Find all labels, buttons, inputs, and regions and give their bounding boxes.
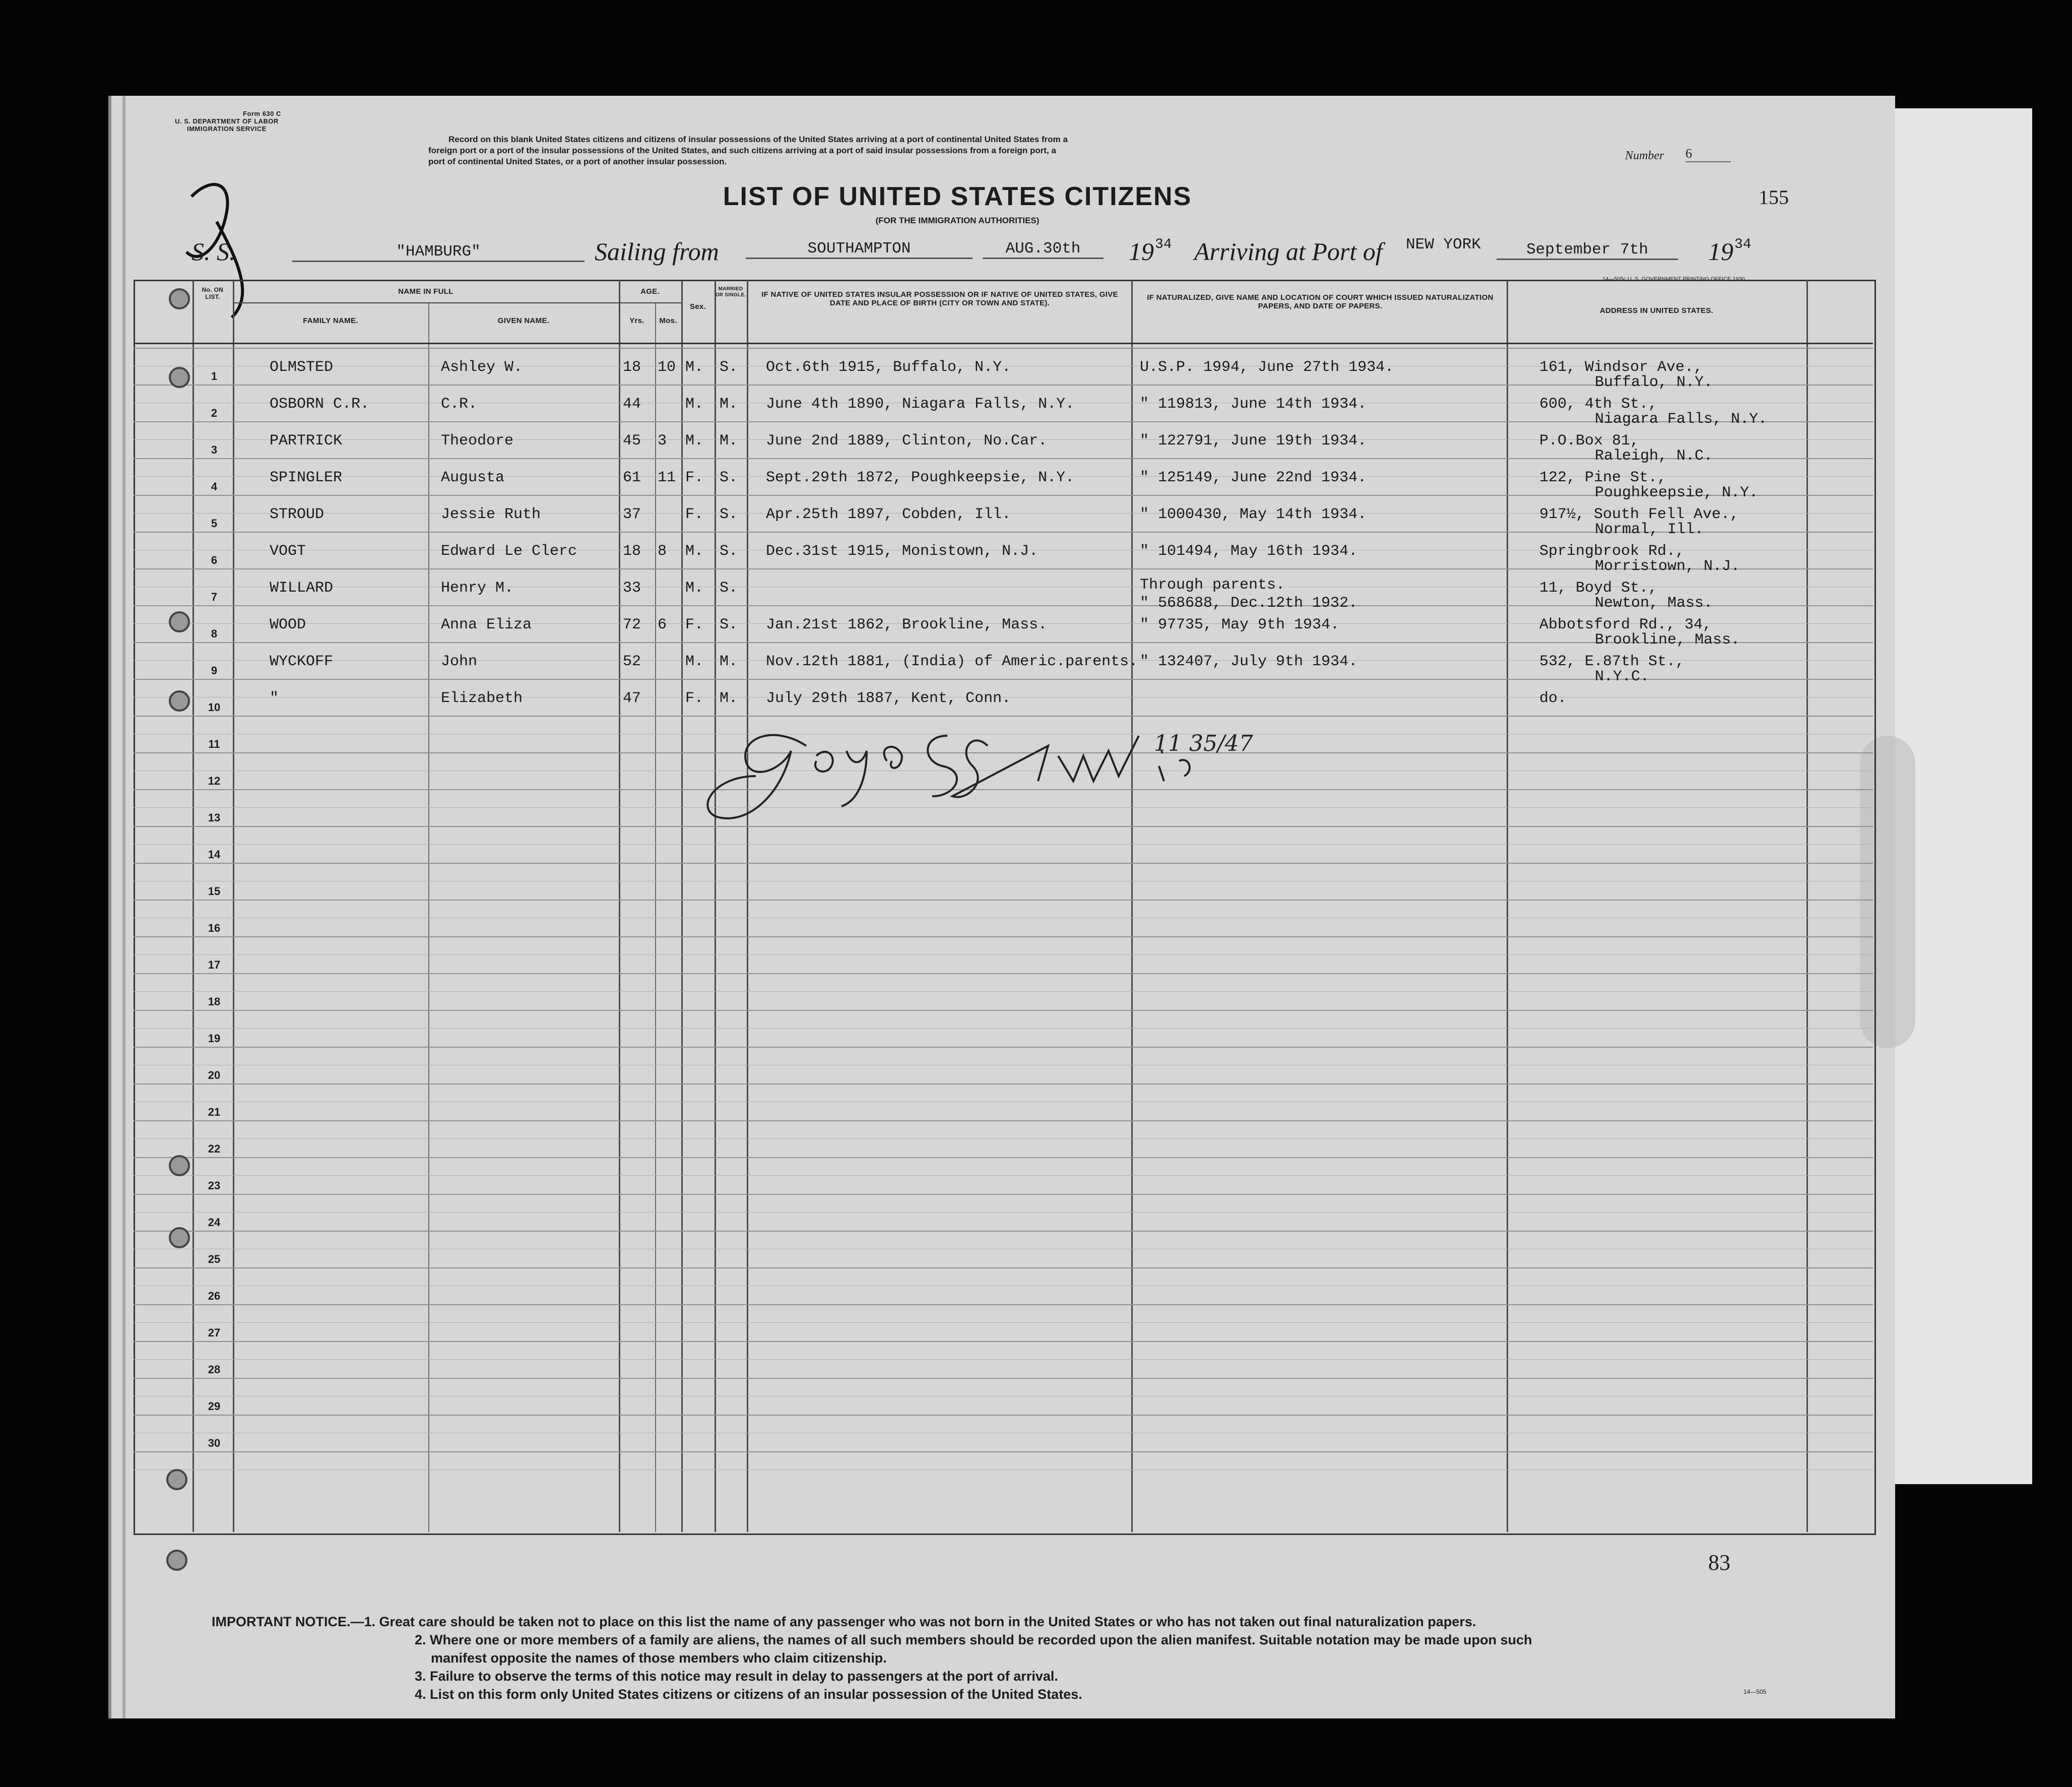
col-line bbox=[747, 280, 748, 1532]
cell-nat: " 132407, July 9th 1934. bbox=[1140, 653, 1358, 670]
cell-ms: M. bbox=[720, 690, 738, 707]
col-line bbox=[428, 302, 429, 1532]
cell-yrs: 33 bbox=[623, 580, 641, 597]
cell-birth: June 4th 1890, Niagara Falls, N.Y. bbox=[766, 396, 1075, 413]
col-yrs: Yrs. bbox=[629, 316, 644, 325]
cell-given: Theodore bbox=[441, 432, 514, 450]
number-label: Number bbox=[1625, 149, 1664, 162]
col-line bbox=[655, 302, 656, 1532]
ruled-line bbox=[134, 348, 1873, 349]
cell-mos: 11 bbox=[658, 469, 676, 486]
row-number: 10 bbox=[208, 701, 221, 714]
row-number: 11 bbox=[208, 738, 220, 750]
ruled-line bbox=[134, 1010, 1873, 1011]
arrival-year-prefix: 19 bbox=[1708, 237, 1733, 266]
notice-item-2-cont: manifest opposite the names of those members who claim citizenship. bbox=[431, 1650, 887, 1666]
cell-addr2: Newton, Mass. bbox=[1595, 595, 1713, 612]
row-number: 29 bbox=[208, 1400, 221, 1413]
cell-addr1: 917½, South Fell Ave., bbox=[1539, 506, 1739, 523]
cell-family: VOGT bbox=[270, 543, 306, 560]
row-number: 5 bbox=[211, 517, 218, 530]
page-subtitle: (FOR THE IMMIGRATION AUTHORITIES) bbox=[875, 216, 1040, 225]
ruled-line bbox=[134, 1415, 1873, 1416]
sail-date: AUG.30th bbox=[983, 240, 1104, 259]
row-number: 4 bbox=[211, 480, 218, 493]
punch-hole bbox=[169, 1227, 190, 1248]
row-number: 14 bbox=[208, 848, 221, 861]
cell-sex: F. bbox=[685, 469, 704, 486]
cell-addr1: do. bbox=[1539, 690, 1567, 707]
cell-mos: 6 bbox=[658, 616, 667, 633]
row-number: 23 bbox=[208, 1179, 221, 1192]
ruled-line bbox=[134, 1175, 1873, 1176]
cell-birth: Sept.29th 1872, Poughkeepsie, N.Y. bbox=[766, 469, 1075, 486]
cell-yrs: 18 bbox=[623, 543, 641, 560]
cell-yrs: 52 bbox=[623, 653, 641, 670]
cell-given: John bbox=[441, 653, 478, 670]
punch-hole bbox=[169, 288, 190, 309]
cell-mos: 3 bbox=[658, 432, 667, 450]
row-number: 20 bbox=[208, 1069, 221, 1081]
ruled-line bbox=[134, 1120, 1873, 1121]
ruled-line bbox=[134, 1047, 1873, 1048]
cell-family: PARTRICK bbox=[270, 432, 343, 450]
cell-nat2: " 568688, Dec.12th 1932. bbox=[1140, 595, 1358, 612]
cell-yrs: 18 bbox=[623, 359, 641, 376]
sailing-label: Sailing from bbox=[595, 237, 719, 266]
cell-addr1: 11, Boyd St., bbox=[1539, 580, 1658, 597]
punch-hole bbox=[166, 1550, 187, 1571]
cell-addr1: 122, Pine St., bbox=[1539, 469, 1667, 486]
cell-sex: M. bbox=[685, 653, 704, 670]
row-number: 28 bbox=[208, 1363, 221, 1376]
cell-ms: S. bbox=[720, 580, 738, 597]
cell-given: Ashley W. bbox=[441, 359, 523, 376]
ruled-line bbox=[134, 991, 1873, 992]
cell-addr2: Normal, Ill. bbox=[1595, 521, 1704, 538]
notice-heading: IMPORTANT NOTICE.— bbox=[212, 1614, 364, 1629]
cell-family: WYCKOFF bbox=[270, 653, 334, 670]
col-line bbox=[715, 280, 716, 1532]
cell-birth: Apr.25th 1897, Cobden, Ill. bbox=[766, 506, 1011, 523]
ruled-line bbox=[134, 1138, 1873, 1139]
cell-ms: M. bbox=[720, 396, 738, 413]
cell-nat: " 101494, May 16th 1934. bbox=[1140, 543, 1358, 560]
notice-item-4: 4. List on this form only United States citizens or citizens of an insular possession of the United States. bbox=[415, 1687, 1082, 1702]
page-number: 155 bbox=[1759, 186, 1789, 209]
notice-item-2: 2. Where one or more members of a family are aliens, the names of all such members should be recorded upon the alien manifest. Suitable notation may be made upon such bbox=[415, 1632, 1532, 1647]
ruled-line bbox=[134, 1359, 1873, 1360]
cell-yrs: 37 bbox=[623, 506, 641, 523]
cell-addr2: Raleigh, N.C. bbox=[1595, 448, 1713, 465]
notice-item-3: 3. Failure to observe the terms of this notice may result in delay to passengers at the port of arrival. bbox=[415, 1669, 1058, 1684]
department: U. S. DEPARTMENT OF LABOR bbox=[175, 117, 279, 125]
cell-addr2: Buffalo, N.Y. bbox=[1595, 374, 1713, 391]
row-number: 17 bbox=[208, 959, 221, 971]
cell-sex: F. bbox=[685, 506, 704, 523]
cell-birth: Jan.21st 1862, Brookline, Mass. bbox=[766, 616, 1048, 633]
arrival-port: NEW YORK bbox=[1406, 236, 1481, 253]
cell-ms: M. bbox=[720, 432, 738, 450]
cell-ms: S. bbox=[720, 506, 738, 523]
ruled-line bbox=[134, 1322, 1873, 1323]
cell-addr2: Niagara Falls, N.Y. bbox=[1595, 411, 1768, 428]
row-number: 30 bbox=[208, 1437, 221, 1449]
cell-birth: Oct.6th 1915, Buffalo, N.Y. bbox=[766, 359, 1011, 376]
cell-addr1: P.O.Box 81, bbox=[1539, 432, 1640, 450]
cell-addr1: 600, 4th St., bbox=[1539, 396, 1658, 413]
cell-family: STROUD bbox=[270, 506, 325, 523]
cell-family: WOOD bbox=[270, 616, 306, 633]
row-number: 26 bbox=[208, 1290, 221, 1302]
col-name-in-full: NAME IN FULL bbox=[398, 287, 454, 296]
row-number: 15 bbox=[208, 885, 221, 898]
sailing-from: SOUTHAMPTON bbox=[746, 240, 973, 259]
ruled-line bbox=[134, 844, 1873, 845]
row-number: 19 bbox=[208, 1032, 221, 1045]
cell-sex: F. bbox=[685, 616, 704, 633]
signature-note: 11 35/47 bbox=[1154, 731, 1253, 756]
cell-family: OSBORN C.R. bbox=[270, 396, 370, 413]
cell-birth: Nov.12th 1881, (India) of Americ.parents. bbox=[766, 653, 1138, 670]
intro-line: port of continental United States, or a port of another insular possession. bbox=[428, 157, 727, 166]
cell-ms: S. bbox=[720, 543, 738, 560]
cell-ms: S. bbox=[720, 469, 738, 486]
ruled-line bbox=[134, 1028, 1873, 1029]
cell-yrs: 44 bbox=[623, 396, 641, 413]
row-number: 18 bbox=[208, 995, 221, 1008]
cell-addr1: 532, E.87th St., bbox=[1539, 653, 1685, 670]
ruled-line bbox=[134, 900, 1873, 901]
cell-yrs: 61 bbox=[623, 469, 641, 486]
cell-addr1: Abbotsford Rd., 34, bbox=[1539, 616, 1712, 633]
arrival-year: 34 bbox=[1734, 237, 1752, 252]
col-line bbox=[192, 280, 194, 1532]
row-number: 1 bbox=[211, 370, 218, 382]
col-naturalized: IF NATURALIZED, GIVE NAME AND LOCATION OF COURT WHICH ISSUED NATURALIZATION PAPERS, AND DATE OF PAPERS. bbox=[1147, 293, 1494, 310]
punch-hole bbox=[169, 367, 190, 388]
form-number: Form 630 C bbox=[243, 110, 281, 117]
cell-ms: S. bbox=[720, 359, 738, 376]
sail-year: 34 bbox=[1155, 237, 1172, 252]
row-number: 9 bbox=[211, 664, 218, 677]
printer-note: 14—505c U. S. GOVERNMENT PRINTING OFFICE 1930 bbox=[1602, 276, 1745, 282]
row-number: 22 bbox=[208, 1142, 221, 1155]
col-no: No. ON LIST. bbox=[202, 286, 224, 300]
cell-nat: " 125149, June 22nd 1934. bbox=[1140, 469, 1367, 486]
punch-hole bbox=[169, 611, 190, 632]
intro-line: foreign port or a port of the insular possessions of the United States, and such citizens arriving at a port of said insular possessions from a foreign port, a bbox=[428, 146, 1056, 155]
cell-mos: 8 bbox=[658, 543, 667, 560]
sheet-fold bbox=[122, 96, 125, 1718]
cell-birth: Dec.31st 1915, Monistown, N.J. bbox=[766, 543, 1039, 560]
ruled-line bbox=[134, 1231, 1873, 1232]
ruled-line bbox=[134, 1378, 1873, 1379]
cell-yrs: 47 bbox=[623, 690, 641, 707]
cell-family: SPINGLER bbox=[270, 469, 343, 486]
cell-nat: " 119813, June 14th 1934. bbox=[1140, 396, 1367, 413]
header-divider bbox=[233, 302, 681, 303]
ruled-line bbox=[134, 863, 1873, 864]
ruled-line bbox=[134, 1341, 1873, 1342]
cell-given: Henry M. bbox=[441, 580, 514, 597]
cell-birth: July 29th 1887, Kent, Conn. bbox=[766, 690, 1011, 707]
cell-family: OLMSTED bbox=[270, 359, 334, 376]
cell-sex: M. bbox=[685, 432, 704, 450]
cell-birth: June 2nd 1889, Clinton, No.Car. bbox=[766, 432, 1048, 450]
row-number: 13 bbox=[208, 811, 221, 824]
row-number: 8 bbox=[211, 627, 218, 640]
col-age: AGE. bbox=[640, 287, 660, 296]
cell-sex: M. bbox=[685, 580, 704, 597]
row-number: 3 bbox=[211, 443, 218, 456]
notice-item-1: 1. Great care should be taken not to place on this list the name of any passenger who was not born in the United States or who has not taken out final naturalization papers. bbox=[364, 1614, 1476, 1629]
cell-ms: M. bbox=[720, 653, 738, 670]
cell-family: " bbox=[270, 690, 279, 707]
cell-given: Jessie Ruth bbox=[441, 506, 541, 523]
cell-sex: M. bbox=[685, 396, 704, 413]
cell-nat: Through parents. bbox=[1140, 577, 1285, 594]
cell-yrs: 45 bbox=[623, 432, 641, 450]
cell-addr2: Brookline, Mass. bbox=[1595, 631, 1740, 649]
footer-number: 83 bbox=[1708, 1550, 1730, 1575]
ruled-line bbox=[134, 1451, 1873, 1452]
col-line bbox=[681, 280, 683, 1532]
cell-given: Augusta bbox=[441, 469, 505, 486]
cell-addr1: 161, Windsor Ave., bbox=[1539, 359, 1703, 376]
cell-family: WILLARD bbox=[270, 580, 334, 597]
row-number: 16 bbox=[208, 922, 221, 934]
cell-sex: F. bbox=[685, 690, 704, 707]
ruled-line bbox=[134, 936, 1873, 937]
col-family-name: FAMILY NAME. bbox=[303, 316, 358, 325]
ruled-line bbox=[134, 973, 1873, 974]
arrival-date: September 7th bbox=[1497, 241, 1678, 260]
ruled-line bbox=[134, 1157, 1873, 1158]
sail-year-prefix: 19 bbox=[1129, 237, 1154, 266]
cell-nat: " 1000430, May 14th 1934. bbox=[1140, 506, 1367, 523]
cell-sex: M. bbox=[685, 359, 704, 376]
row-number: 7 bbox=[211, 591, 218, 603]
cell-sex: M. bbox=[685, 543, 704, 560]
cell-yrs: 72 bbox=[623, 616, 641, 633]
row-number: 24 bbox=[208, 1216, 221, 1229]
intro-text bbox=[428, 134, 1572, 167]
ruled-line bbox=[134, 1194, 1873, 1195]
col-married: MARRIED OR SINGLE. bbox=[715, 286, 746, 298]
row-number: 12 bbox=[208, 775, 221, 787]
col-line bbox=[619, 280, 620, 1532]
arriving-label: Arriving at Port of bbox=[1194, 237, 1383, 266]
row-number: 21 bbox=[208, 1106, 221, 1118]
col-line bbox=[1131, 280, 1133, 1532]
intro-line: Record on this blank United States citizens and citizens of insular possessions of the United States arriving at a port of continental United States from a bbox=[448, 135, 1068, 144]
number-value: 6 bbox=[1686, 146, 1731, 162]
col-address: ADDRESS IN UNITED STATES. bbox=[1599, 306, 1714, 315]
ruled-line bbox=[134, 1304, 1873, 1305]
page-title: LIST OF UNITED STATES CITIZENS bbox=[723, 182, 1192, 211]
col-sex: Sex. bbox=[689, 302, 706, 311]
punch-hole bbox=[169, 690, 190, 712]
col-line bbox=[1806, 280, 1808, 1532]
service: IMMIGRATION SERVICE bbox=[187, 125, 267, 133]
ruled-line bbox=[134, 1083, 1873, 1084]
punch-hole bbox=[169, 1155, 190, 1176]
cell-addr2: Poughkeepsie, N.Y. bbox=[1595, 484, 1759, 501]
row-number: 6 bbox=[211, 554, 218, 566]
ruled-line bbox=[134, 1267, 1873, 1268]
notice-code: 14—505 bbox=[1743, 1688, 1767, 1695]
col-birth: IF NATIVE OF UNITED STATES INSULAR POSSESSION OR IF NATIVE OF UNITED STATES, GIVE DATE AND PLACE OF BIRTH (CITY OR TOWN AND STATE). bbox=[761, 290, 1118, 307]
cell-given: Anna Eliza bbox=[441, 616, 532, 633]
cell-nat: " 122791, June 19th 1934. bbox=[1140, 432, 1367, 450]
cell-given: C.R. bbox=[441, 396, 478, 413]
cell-given: Edward Le Clerc bbox=[441, 543, 577, 560]
col-line bbox=[233, 280, 234, 1532]
cell-nat: U.S.P. 1994, June 27th 1934. bbox=[1140, 359, 1394, 376]
cell-ms: S. bbox=[720, 616, 738, 633]
col-line bbox=[1507, 280, 1508, 1532]
cell-nat: " 97735, May 9th 1934. bbox=[1140, 616, 1340, 633]
col-given-name: GIVEN NAME. bbox=[497, 316, 550, 325]
ship-name: "HAMBURG" bbox=[292, 243, 585, 262]
cell-addr2: Morristown, N.J. bbox=[1595, 558, 1740, 575]
cell-mos: 10 bbox=[658, 359, 676, 376]
important-notice bbox=[212, 1613, 1824, 1703]
manifest-table bbox=[134, 280, 1876, 1535]
cell-addr1: Springbrook Rd., bbox=[1539, 543, 1685, 560]
form-header bbox=[146, 110, 307, 133]
row-number: 25 bbox=[208, 1253, 221, 1265]
ruled-line bbox=[134, 954, 1873, 955]
header-bottom bbox=[134, 343, 1873, 344]
cell-addr2: N.Y.C. bbox=[1595, 668, 1650, 685]
punch-hole bbox=[166, 1469, 187, 1490]
cell-given: Elizabeth bbox=[441, 690, 523, 707]
row-number: 2 bbox=[211, 407, 218, 419]
ss-label: S. S. bbox=[191, 237, 236, 266]
col-mos: Mos. bbox=[659, 316, 677, 325]
row-number: 27 bbox=[208, 1326, 221, 1339]
